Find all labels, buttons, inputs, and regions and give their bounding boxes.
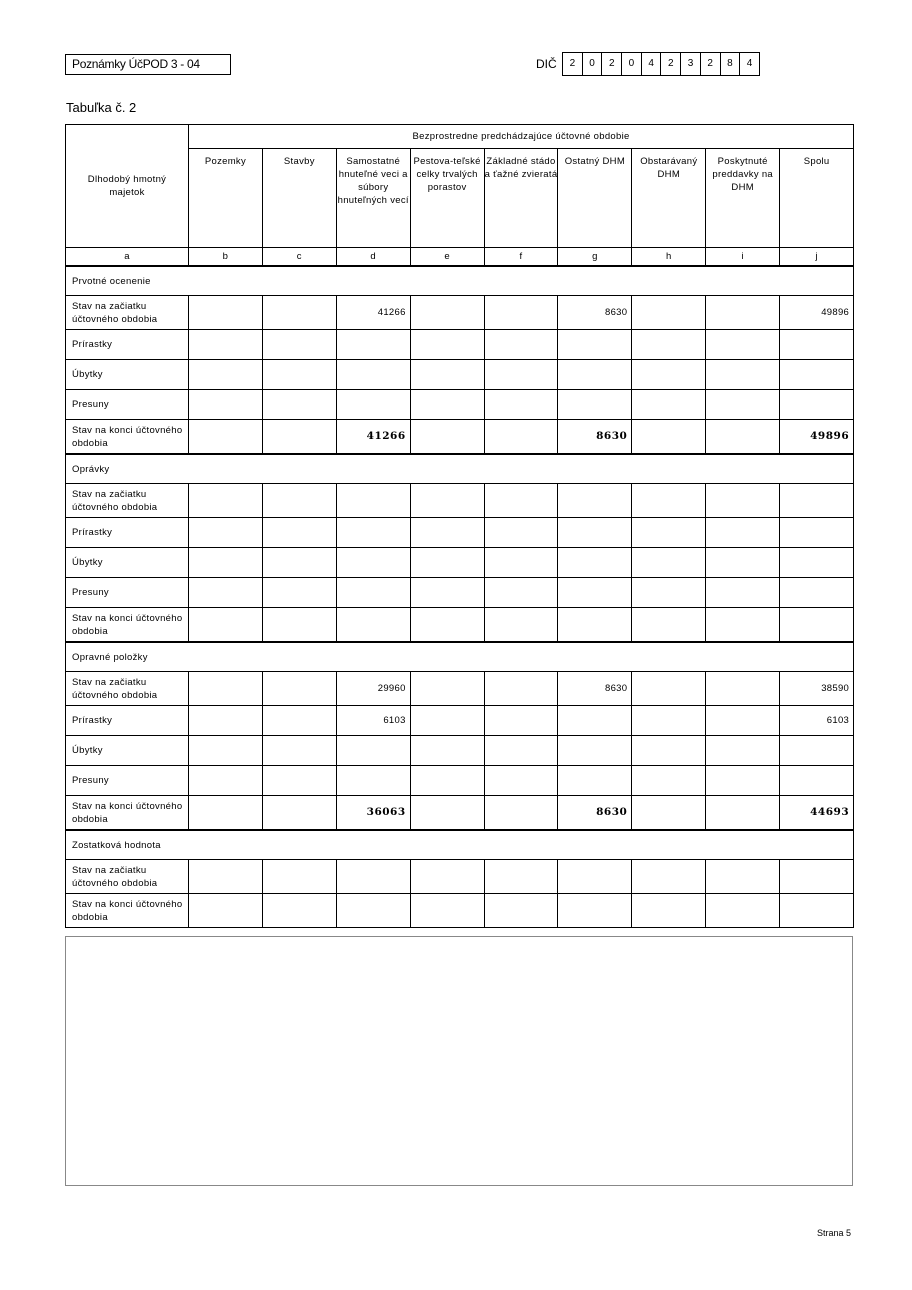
value-cell <box>262 766 336 796</box>
dic-digit-box: 3 <box>680 52 701 76</box>
value-cell <box>410 736 484 766</box>
value-cell <box>706 518 780 548</box>
value-cell: 8630 <box>558 796 632 831</box>
form-label: Poznámky ÚčPOD 3 - 04 <box>65 54 231 75</box>
value-cell <box>780 608 854 643</box>
value-cell <box>484 548 558 578</box>
page-number: Strana 5 <box>816 1228 851 1238</box>
value-cell <box>706 860 780 894</box>
row-label: Stav na začiatku účtovného obdobia <box>66 484 189 518</box>
value-cell: 41266 <box>336 296 410 330</box>
dic-digit-box: 2 <box>562 52 583 76</box>
value-cell <box>780 390 854 420</box>
table-row <box>66 860 854 894</box>
value-cell <box>262 360 336 390</box>
value-cell <box>706 360 780 390</box>
value-cell <box>706 548 780 578</box>
value-cell <box>780 548 854 578</box>
value-cell <box>484 894 558 928</box>
value-cell <box>410 894 484 928</box>
row-label: Stav na konci účtovného obdobia <box>66 608 189 643</box>
value-cell <box>189 608 263 643</box>
value-cell <box>262 672 336 706</box>
value-cell <box>189 578 263 608</box>
value-cell <box>410 484 484 518</box>
value-cell <box>632 390 706 420</box>
value-cell: 36063 <box>336 796 410 831</box>
value-cell <box>410 360 484 390</box>
value-cell <box>336 578 410 608</box>
value-cell <box>632 608 706 643</box>
value-cell <box>484 672 558 706</box>
col-header: Ostatný DHM <box>558 149 632 248</box>
value-cell <box>262 608 336 643</box>
value-cell: 8630 <box>558 672 632 706</box>
value-cell <box>484 736 558 766</box>
value-cell <box>484 330 558 360</box>
col-letter: j <box>780 248 854 267</box>
value-cell <box>410 390 484 420</box>
row-label: Stav na začiatku účtovného obdobia <box>66 672 189 706</box>
value-cell <box>632 578 706 608</box>
value-cell <box>780 766 854 796</box>
value-cell <box>484 390 558 420</box>
value-cell <box>189 330 263 360</box>
value-cell <box>336 736 410 766</box>
value-cell <box>632 484 706 518</box>
value-cell <box>336 484 410 518</box>
value-cell <box>410 578 484 608</box>
col-letter: h <box>632 248 706 267</box>
value-cell <box>632 360 706 390</box>
row-label: Presuny <box>66 578 189 608</box>
row-label: Presuny <box>66 390 189 420</box>
value-cell <box>410 330 484 360</box>
value-cell <box>558 894 632 928</box>
value-cell <box>189 360 263 390</box>
value-cell <box>189 548 263 578</box>
col-header: Pozemky <box>189 149 263 248</box>
col-letter: d <box>336 248 410 267</box>
value-cell <box>336 608 410 643</box>
value-cell <box>558 484 632 518</box>
dic-digit-box: 0 <box>621 52 642 76</box>
section-title: Opravné položky <box>66 642 854 672</box>
row-label: Úbytky <box>66 736 189 766</box>
value-cell <box>336 894 410 928</box>
value-cell <box>706 672 780 706</box>
value-cell <box>706 390 780 420</box>
value-cell <box>336 360 410 390</box>
dic-digit-box: 2 <box>601 52 622 76</box>
value-cell <box>262 796 336 831</box>
col-header: Obstarávaný DHM <box>632 149 706 248</box>
value-cell <box>189 706 263 736</box>
value-cell: 6103 <box>780 706 854 736</box>
value-cell <box>706 766 780 796</box>
row-label: Stav na konci účtovného obdobia <box>66 420 189 455</box>
value-cell <box>780 330 854 360</box>
table-row <box>66 390 854 420</box>
row-label: Úbytky <box>66 360 189 390</box>
col-letter: c <box>262 248 336 267</box>
row-label: Úbytky <box>66 548 189 578</box>
section-title: Zostatková hodnota <box>66 830 854 860</box>
value-cell <box>706 608 780 643</box>
notes-box <box>65 936 853 1186</box>
value-cell: 29960 <box>336 672 410 706</box>
value-cell <box>780 360 854 390</box>
value-cell <box>484 518 558 548</box>
value-cell <box>632 518 706 548</box>
value-cell <box>632 330 706 360</box>
value-cell <box>484 796 558 831</box>
value-cell <box>706 296 780 330</box>
table-row <box>66 296 854 330</box>
value-cell <box>262 296 336 330</box>
col-letter: f <box>484 248 558 267</box>
first-col-header: Dlhodobý hmotný majetok <box>66 125 189 248</box>
value-cell <box>558 706 632 736</box>
section-title: Oprávky <box>66 454 854 484</box>
col-header: Základné stádo a ťažné zvieratá <box>484 149 558 248</box>
dic-digit-box: 4 <box>739 52 760 76</box>
row-label: Stav na začiatku účtovného obdobia <box>66 296 189 330</box>
value-cell <box>780 736 854 766</box>
value-cell <box>484 706 558 736</box>
value-cell: 8630 <box>558 296 632 330</box>
value-cell <box>632 736 706 766</box>
table-row <box>66 330 854 360</box>
table-row <box>66 736 854 766</box>
row-label: Prírastky <box>66 518 189 548</box>
value-cell <box>558 360 632 390</box>
col-header: Pestova-teľské celky trvalých porastov <box>410 149 484 248</box>
value-cell <box>780 484 854 518</box>
value-cell <box>558 330 632 360</box>
value-cell <box>706 894 780 928</box>
value-cell <box>558 608 632 643</box>
value-cell <box>189 390 263 420</box>
value-cell <box>336 518 410 548</box>
table-row <box>66 672 854 706</box>
value-cell <box>410 706 484 736</box>
table-row <box>66 420 854 455</box>
value-cell <box>484 860 558 894</box>
dic-digit-box: 4 <box>641 52 662 76</box>
value-cell <box>484 766 558 796</box>
value-cell: 6103 <box>336 706 410 736</box>
value-cell <box>632 548 706 578</box>
value-cell <box>189 296 263 330</box>
value-cell <box>410 766 484 796</box>
value-cell <box>558 860 632 894</box>
row-label: Stav na konci účtovného obdobia <box>66 796 189 831</box>
value-cell <box>262 736 336 766</box>
value-cell <box>410 672 484 706</box>
table-row <box>66 796 854 831</box>
value-cell: 41266 <box>336 420 410 455</box>
col-letter: e <box>410 248 484 267</box>
value-cell <box>780 860 854 894</box>
value-cell <box>706 578 780 608</box>
col-header: Samostatné hnuteľné veci a súbory hnuteľných vecí <box>336 149 410 248</box>
table-title: Tabuľka č. 2 <box>66 100 137 115</box>
table-row <box>66 578 854 608</box>
value-cell: 49896 <box>780 296 854 330</box>
col-header: Spolu <box>780 149 854 248</box>
row-label: Presuny <box>66 766 189 796</box>
value-cell: 38590 <box>780 672 854 706</box>
table-row <box>66 766 854 796</box>
col-header: Stavby <box>262 149 336 248</box>
value-cell <box>262 420 336 455</box>
value-cell <box>484 360 558 390</box>
value-cell <box>484 420 558 455</box>
table-row <box>66 608 854 643</box>
value-cell <box>262 706 336 736</box>
value-cell <box>706 706 780 736</box>
value-cell <box>410 420 484 455</box>
dic-digit-box: 2 <box>700 52 721 76</box>
value-cell <box>336 330 410 360</box>
table-row <box>66 894 854 928</box>
value-cell <box>336 860 410 894</box>
value-cell <box>410 518 484 548</box>
value-cell <box>336 390 410 420</box>
value-cell <box>632 894 706 928</box>
value-cell <box>410 860 484 894</box>
period-header: Bezprostredne predchádzajúce účtovné obdobie <box>189 125 854 149</box>
table-row <box>66 548 854 578</box>
value-cell <box>262 484 336 518</box>
value-cell <box>632 766 706 796</box>
value-cell <box>558 578 632 608</box>
table-row <box>66 706 854 736</box>
value-cell <box>189 484 263 518</box>
value-cell <box>189 796 263 831</box>
value-cell <box>484 484 558 518</box>
value-cell <box>410 796 484 831</box>
dic-boxes <box>562 52 760 76</box>
value-cell <box>632 672 706 706</box>
row-label: Stav na začiatku účtovného obdobia <box>66 860 189 894</box>
value-cell <box>262 518 336 548</box>
value-cell <box>189 672 263 706</box>
value-cell <box>484 608 558 643</box>
value-cell <box>780 578 854 608</box>
value-cell <box>262 390 336 420</box>
value-cell <box>262 860 336 894</box>
value-cell <box>780 518 854 548</box>
value-cell: 8630 <box>558 420 632 455</box>
value-cell <box>706 420 780 455</box>
value-cell <box>484 296 558 330</box>
value-cell <box>558 736 632 766</box>
value-cell <box>780 894 854 928</box>
value-cell <box>189 420 263 455</box>
value-cell <box>558 766 632 796</box>
dic-digit-box: 2 <box>660 52 681 76</box>
value-cell <box>558 548 632 578</box>
value-cell <box>189 736 263 766</box>
value-cell <box>410 548 484 578</box>
value-cell <box>336 548 410 578</box>
dic-label: DIČ <box>536 57 557 71</box>
value-cell <box>262 894 336 928</box>
col-header: Poskytnuté preddavky na DHM <box>706 149 780 248</box>
value-cell <box>262 548 336 578</box>
value-cell <box>189 766 263 796</box>
dic-digit-box: 0 <box>582 52 603 76</box>
value-cell <box>189 860 263 894</box>
col-letter: a <box>66 248 189 267</box>
section-title: Prvotné ocenenie <box>66 266 854 296</box>
value-cell <box>632 296 706 330</box>
value-cell <box>410 296 484 330</box>
value-cell <box>632 420 706 455</box>
table-row <box>66 484 854 518</box>
value-cell <box>706 484 780 518</box>
value-cell <box>262 330 336 360</box>
table-row <box>66 360 854 390</box>
value-cell: 44693 <box>780 796 854 831</box>
value-cell <box>484 578 558 608</box>
value-cell <box>632 860 706 894</box>
value-cell <box>558 390 632 420</box>
asset-table <box>65 124 854 928</box>
col-letter: i <box>706 248 780 267</box>
value-cell <box>706 796 780 831</box>
row-label: Stav na konci účtovného obdobia <box>66 894 189 928</box>
value-cell <box>189 894 263 928</box>
value-cell <box>558 518 632 548</box>
dic-digit-box: 8 <box>720 52 741 76</box>
value-cell <box>706 736 780 766</box>
value-cell <box>410 608 484 643</box>
value-cell <box>632 706 706 736</box>
table-row <box>66 518 854 548</box>
value-cell <box>632 796 706 831</box>
value-cell <box>706 330 780 360</box>
value-cell <box>262 578 336 608</box>
value-cell <box>189 518 263 548</box>
col-letter: g <box>558 248 632 267</box>
value-cell <box>336 766 410 796</box>
col-letter: b <box>189 248 263 267</box>
row-label: Prírastky <box>66 330 189 360</box>
value-cell: 49896 <box>780 420 854 455</box>
row-label: Prírastky <box>66 706 189 736</box>
